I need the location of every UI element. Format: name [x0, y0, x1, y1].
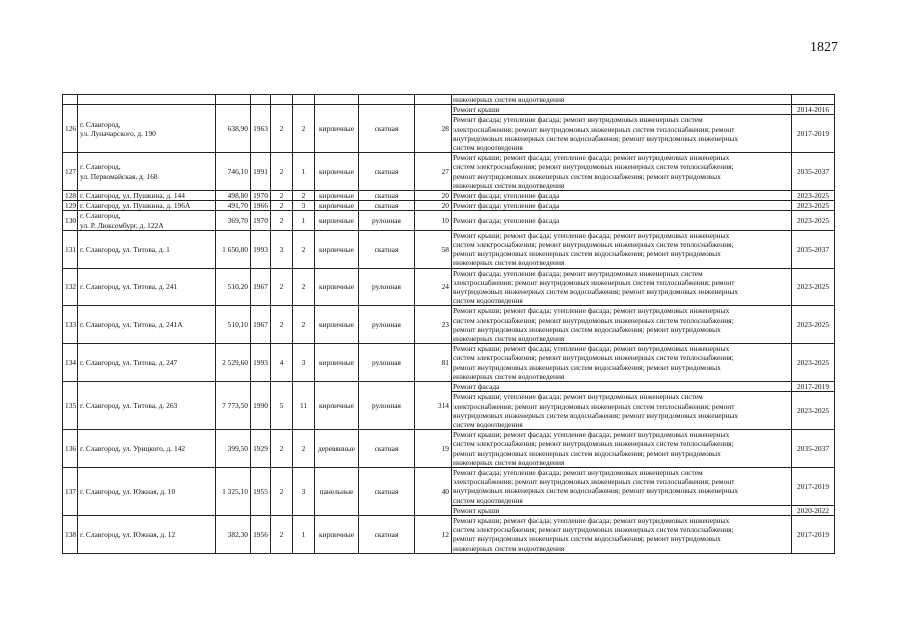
area-cell: [216, 95, 251, 105]
row-number: 127: [63, 153, 78, 191]
page-number: 1827: [810, 40, 838, 55]
table-row: [63, 211, 835, 230]
row-number: 137: [63, 467, 78, 515]
entrances-cell: 3: [293, 201, 315, 211]
period-cell: 2035-2037: [792, 430, 835, 468]
table-row: [63, 268, 835, 306]
wall-material-cell: кирпичные: [315, 105, 359, 153]
cell-line: инженерных систем водоотведения: [453, 334, 565, 344]
floors-cell: 2: [271, 201, 293, 211]
address-cell: [78, 467, 216, 515]
wall-material-cell: деревянные: [315, 430, 359, 468]
works-cell: [452, 382, 792, 392]
cell-line: Ремонт фасада; утепление фасада: [453, 191, 560, 201]
row-number: 126: [63, 105, 78, 153]
table-row: [63, 153, 835, 191]
year-cell: 1929: [251, 430, 271, 468]
year-cell: 1967: [251, 306, 271, 344]
roof-type-cell: рулонная: [359, 344, 415, 382]
wall-material-cell: кирпичные: [315, 211, 359, 230]
wall-material-cell: кирпичные: [315, 515, 359, 553]
year-cell: 1990: [251, 382, 271, 430]
cell-line: систем электроснабжения; ремонт внутридомовых инженерных систем теплоснабжения;: [453, 525, 734, 535]
floors-cell: 5: [271, 382, 293, 430]
period-cell: 2017-2019: [792, 115, 835, 153]
cell-line: ул. Первомайская, д. 168: [80, 171, 158, 181]
cell-line: ремонт внутридомовых инженерных систем водоснабжения; ремонт внутридомовых: [453, 362, 721, 372]
floors-cell: 2: [271, 515, 293, 553]
cell-line: Ремонт крыши; ремонт фасада; утепление фасада; ремонт внутридомовых инженерных: [453, 153, 730, 163]
floors-cell: [271, 95, 293, 105]
row-number: 133: [63, 306, 78, 344]
area-cell: 369,70: [216, 211, 251, 230]
year-cell: 1993: [251, 344, 271, 382]
cell-line: систем электроснабжения; ремонт внутридомовых инженерных систем теплоснабжения;: [453, 439, 734, 449]
roof-type-cell: скатная: [359, 230, 415, 268]
row-number: 136: [63, 430, 78, 468]
table-row: [63, 105, 835, 115]
entrances-cell: 2: [293, 230, 315, 268]
year-cell: 1993: [251, 230, 271, 268]
cell-line: внутридомовых инженерных систем водоснабжения; ремонт внутридомовых инженерных: [453, 287, 739, 297]
cell-line: инженерных систем водоотведения: [453, 457, 565, 467]
entrances-cell: 1: [293, 211, 315, 230]
year-cell: 1955: [251, 467, 271, 515]
cell-line: Ремонт крыши; ремонт фасада; утепление фасада; ремонт внутридомовых инженерных: [453, 344, 730, 354]
cell-line: инженерных систем водоотведения: [453, 543, 565, 553]
cell-line: систем водоотведения: [453, 296, 523, 306]
area-cell: 510,20: [216, 268, 251, 306]
entrances-cell: 11: [293, 382, 315, 430]
wall-material-cell: кирпичные: [315, 230, 359, 268]
wall-material-cell: кирпичные: [315, 201, 359, 211]
address-cell: [78, 382, 216, 430]
wall-material-cell: кирпичные: [315, 153, 359, 191]
entrances-cell: 2: [293, 430, 315, 468]
period-cell: 2023-2025: [792, 211, 835, 230]
table-row: [63, 344, 835, 382]
apartments-cell: 19: [415, 430, 452, 468]
cell-line: инженерных систем водоотведения: [453, 95, 565, 104]
cell-line: электроснабжения; ремонт внутридомовых инженерных систем теплоснабжения; ремонт: [453, 124, 735, 134]
cell-line: Ремонт крыши; ремонт фасада; утепление фасада; ремонт внутридомовых инженерных: [453, 306, 730, 316]
cell-line: Ремонт крыши; ремонт фасада; утепление фасада; ремонт внутридомовых инженерных: [453, 515, 730, 525]
cell-line: г. Славгород, ул. Южная, д. 10: [80, 486, 176, 496]
area-cell: 399,50: [216, 430, 251, 468]
period-cell: 2023-2025: [792, 268, 835, 306]
cell-line: внутридомовых инженерных систем водоснабжения; ремонт внутридомовых инженерных: [453, 486, 739, 496]
cell-line: систем водоотведения: [453, 495, 523, 505]
table-row: [63, 467, 835, 505]
works-cell: [452, 430, 792, 468]
area-cell: 510,10: [216, 306, 251, 344]
row-number: 134: [63, 344, 78, 382]
table-row: [63, 382, 835, 392]
works-cell: [452, 230, 792, 268]
roof-type-cell: рулонная: [359, 268, 415, 306]
roof-type-cell: скатная: [359, 105, 415, 153]
entrances-cell: 2: [293, 191, 315, 201]
apartments-cell: 12: [415, 515, 452, 553]
roof-type-cell: рулонная: [359, 211, 415, 230]
address-cell: [78, 191, 216, 201]
apartments-cell: 28: [415, 105, 452, 153]
area-cell: 491,70: [216, 201, 251, 211]
cell-line: г. Славгород, ул. Титова, д. 263: [80, 401, 178, 410]
period-cell: 2017-2019: [792, 382, 835, 392]
cell-line: ремонт внутридомовых инженерных систем водоснабжения; ремонт внутридомовых: [453, 249, 721, 259]
cell-line: г. Славгород, ул. Титова, д. 247: [80, 358, 178, 368]
wall-material-cell: кирпичные: [315, 344, 359, 382]
entrances-cell: 1: [293, 153, 315, 191]
roof-type-cell: скатная: [359, 201, 415, 211]
entrances-cell: 2: [293, 268, 315, 306]
area-cell: 2 529,60: [216, 344, 251, 382]
period-cell: 2014-2016: [792, 105, 835, 115]
row-number: 131: [63, 230, 78, 268]
period-cell: 2023-2025: [792, 306, 835, 344]
table-row: [63, 515, 835, 553]
year-cell: 1966: [251, 201, 271, 211]
cell-line: Ремонт фасада: [453, 382, 500, 392]
row-number: 130: [63, 211, 78, 230]
row-number: 138: [63, 515, 78, 553]
floors-cell: 2: [271, 268, 293, 306]
cell-line: систем электроснабжения; ремонт внутридомовых инженерных систем теплоснабжения;: [453, 315, 734, 325]
works-cell: [452, 153, 792, 191]
works-cell: [452, 105, 792, 115]
wall-material-cell: панельные: [315, 467, 359, 515]
works-cell: [452, 306, 792, 344]
area-cell: 1 650,80: [216, 230, 251, 268]
works-cell: [452, 467, 792, 505]
cell-line: Ремонт крыши; ремонт фасада; утепление фасада; ремонт внутридомовых инженерных: [453, 430, 730, 440]
cell-line: ремонт внутридомовых инженерных систем водоснабжения; ремонт внутридомовых: [453, 448, 721, 458]
period-cell: [792, 95, 835, 105]
table-row: [63, 306, 835, 344]
roof-type-cell: [359, 95, 415, 105]
apartments-cell: 40: [415, 467, 452, 515]
apartments-cell: 314: [415, 382, 452, 430]
address-cell: [78, 153, 216, 191]
cell-line: г. Славгород,: [80, 119, 121, 129]
works-cell: [452, 515, 792, 553]
period-cell: 2035-2037: [792, 230, 835, 268]
works-cell: [452, 344, 792, 382]
row-number: 128: [63, 191, 78, 201]
cell-line: инженерных систем водоотведения: [453, 180, 565, 190]
year-cell: 1991: [251, 153, 271, 191]
cell-line: Ремонт фасада; утепление фасада; ремонт внутридомовых инженерных систем: [453, 268, 703, 278]
works-cell: [452, 201, 792, 211]
year-cell: 1956: [251, 515, 271, 553]
row-number: 135: [63, 382, 78, 430]
row-number: [63, 95, 78, 105]
cell-line: систем электроснабжения; ремонт внутридомовых инженерных систем теплоснабжения;: [453, 240, 734, 250]
apartments-cell: 81: [415, 344, 452, 382]
cell-line: Ремонт фасада; утепление фасада; ремонт внутридомовых инженерных систем: [453, 467, 703, 477]
period-cell: 2017-2019: [792, 515, 835, 553]
floors-cell: 2: [271, 153, 293, 191]
cell-line: г. Славгород, ул. Урицкого, д. 142: [80, 443, 186, 453]
cell-line: ремонт внутридомовых инженерных систем водоснабжения; ремонт внутридомовых: [453, 534, 721, 544]
year-cell: 1963: [251, 105, 271, 153]
period-cell: 2017-2019: [792, 467, 835, 505]
cell-line: г. Славгород,: [80, 211, 121, 221]
apartments-cell: 20: [415, 191, 452, 201]
cell-line: электроснабжения; ремонт внутридомовых инженерных систем теплоснабжения; ремонт: [453, 477, 735, 487]
capital-repair-table: [62, 94, 835, 554]
floors-cell: 2: [271, 467, 293, 515]
cell-line: Ремонт крыши; ремонт фасада; утепление фасада; ремонт внутридомовых инженерных: [453, 230, 730, 240]
cell-line: г. Славгород, ул. Титова, д. 241: [80, 282, 178, 292]
cell-line: г. Славгород, ул. Титова, д. 1: [80, 244, 170, 254]
area-cell: 638,90: [216, 105, 251, 153]
entrances-cell: 3: [293, 344, 315, 382]
apartments-cell: 27: [415, 153, 452, 191]
address-cell: [78, 105, 216, 153]
floors-cell: 2: [271, 211, 293, 230]
cell-line: г. Славгород, ул. Пушкина, д. 196А: [80, 201, 191, 211]
cell-line: Ремонт фасада; утепление фасада; ремонт внутридомовых инженерных систем: [453, 115, 703, 125]
cell-line: инженерных систем водоотведения: [453, 258, 565, 268]
cell-line: ул. Р. Люксембург, д. 122А: [80, 220, 164, 230]
period-cell: 2023-2025: [792, 191, 835, 201]
cell-line: ул. Луначарского, д. 190: [80, 128, 156, 138]
apartments-cell: 58: [415, 230, 452, 268]
period-cell: 2020-2022: [792, 505, 835, 515]
area-cell: 382,30: [216, 515, 251, 553]
floors-cell: 2: [271, 306, 293, 344]
period-cell: 2023-2025: [792, 392, 835, 430]
address-cell: [78, 268, 216, 306]
cell-line: систем электроснабжения; ремонт внутридомовых инженерных систем теплоснабжения;: [453, 162, 734, 172]
wall-material-cell: кирпичные: [315, 306, 359, 344]
cell-line: внутридомовых инженерных систем водоснабжения; ремонт внутридомовых инженерных: [453, 410, 739, 420]
entrances-cell: 3: [293, 467, 315, 515]
floors-cell: 3: [271, 230, 293, 268]
floors-cell: 2: [271, 191, 293, 201]
roof-type-cell: скатная: [359, 191, 415, 201]
works-cell: [452, 95, 792, 105]
address-cell: [78, 95, 216, 105]
apartments-cell: 24: [415, 268, 452, 306]
apartments-cell: 23: [415, 306, 452, 344]
period-cell: 2023-2025: [792, 201, 835, 211]
works-cell: [452, 191, 792, 201]
cell-line: электроснабжения; ремонт внутридомовых инженерных систем теплоснабжения; ремонт: [453, 277, 735, 287]
cell-line: систем водоотведения: [453, 143, 523, 153]
entrances-cell: 1: [293, 515, 315, 553]
roof-type-cell: рулонная: [359, 382, 415, 430]
table-row: [63, 430, 835, 468]
wall-material-cell: кирпичные: [315, 268, 359, 306]
apartments-cell: [415, 95, 452, 105]
period-cell: 2023-2025: [792, 344, 835, 382]
cell-line: инженерных систем водоотведения: [453, 371, 565, 381]
address-cell: [78, 515, 216, 553]
cell-line: Ремонт крыши: [453, 505, 500, 515]
floors-cell: 4: [271, 344, 293, 382]
table-row: [63, 95, 835, 105]
address-cell: [78, 344, 216, 382]
row-number: 129: [63, 201, 78, 211]
cell-line: внутридомовых инженерных систем водоснабжения; ремонт внутридомовых инженерных: [453, 133, 739, 143]
entrances-cell: 2: [293, 306, 315, 344]
address-cell: [78, 211, 216, 230]
wall-material-cell: кирпичные: [315, 382, 359, 430]
cell-line: г. Славгород, ул. Титова, д. 241А: [80, 320, 183, 330]
year-cell: 1970: [251, 211, 271, 230]
table-row: [63, 230, 835, 268]
address-cell: [78, 201, 216, 211]
wall-material-cell: кирпичные: [315, 191, 359, 201]
roof-type-cell: скатная: [359, 515, 415, 553]
entrances-cell: [293, 95, 315, 105]
wall-material-cell: [315, 95, 359, 105]
row-number: 132: [63, 268, 78, 306]
address-cell: [78, 306, 216, 344]
cell-line: Ремонт крыши: [453, 105, 500, 115]
area-cell: 1 325,10: [216, 467, 251, 515]
works-cell: [452, 392, 792, 430]
apartments-cell: 20: [415, 201, 452, 211]
year-cell: 1967: [251, 268, 271, 306]
floors-cell: 2: [271, 430, 293, 468]
floors-cell: 2: [271, 105, 293, 153]
works-cell: [452, 211, 792, 230]
apartments-cell: 10: [415, 211, 452, 230]
period-cell: 2035-2037: [792, 153, 835, 191]
year-cell: [251, 95, 271, 105]
address-cell: [78, 230, 216, 268]
cell-line: систем электроснабжения; ремонт внутридомовых инженерных систем теплоснабжения;: [453, 353, 734, 363]
address-cell: [78, 430, 216, 468]
table-row: [63, 201, 835, 211]
cell-line: электроснабжения; ремонт внутридомовых инженерных систем теплоснабжения; ремонт: [453, 401, 735, 411]
works-cell: [452, 505, 792, 515]
roof-type-cell: рулонная: [359, 306, 415, 344]
roof-type-cell: скатная: [359, 467, 415, 515]
roof-type-cell: скатная: [359, 153, 415, 191]
cell-line: г. Славгород,: [80, 162, 121, 172]
cell-line: ремонт внутридомовых инженерных систем водоснабжения; ремонт внутридомовых: [453, 171, 721, 181]
area-cell: 746,10: [216, 153, 251, 191]
cell-line: Ремонт крыши; утепление фасада; ремонт внутридомовых инженерных систем: [453, 392, 703, 402]
cell-line: Ремонт фасада; утепление фасада: [453, 216, 560, 226]
year-cell: 1970: [251, 191, 271, 201]
cell-line: Ремонт фасада; утепление фасада: [453, 201, 560, 211]
works-cell: [452, 268, 792, 306]
cell-line: ремонт внутридомовых инженерных систем водоснабжения; ремонт внутридомовых: [453, 324, 721, 334]
cell-line: г. Славгород, ул. Южная, д. 12: [80, 529, 176, 539]
roof-type-cell: скатная: [359, 430, 415, 468]
area-cell: 7 773,50: [216, 382, 251, 430]
entrances-cell: 2: [293, 105, 315, 153]
area-cell: 498,80: [216, 191, 251, 201]
table-row: [63, 191, 835, 201]
cell-line: г. Славгород, ул. Пушкина, д. 144: [80, 191, 185, 201]
works-cell: [452, 115, 792, 153]
cell-line: систем водоотведения: [453, 419, 523, 429]
